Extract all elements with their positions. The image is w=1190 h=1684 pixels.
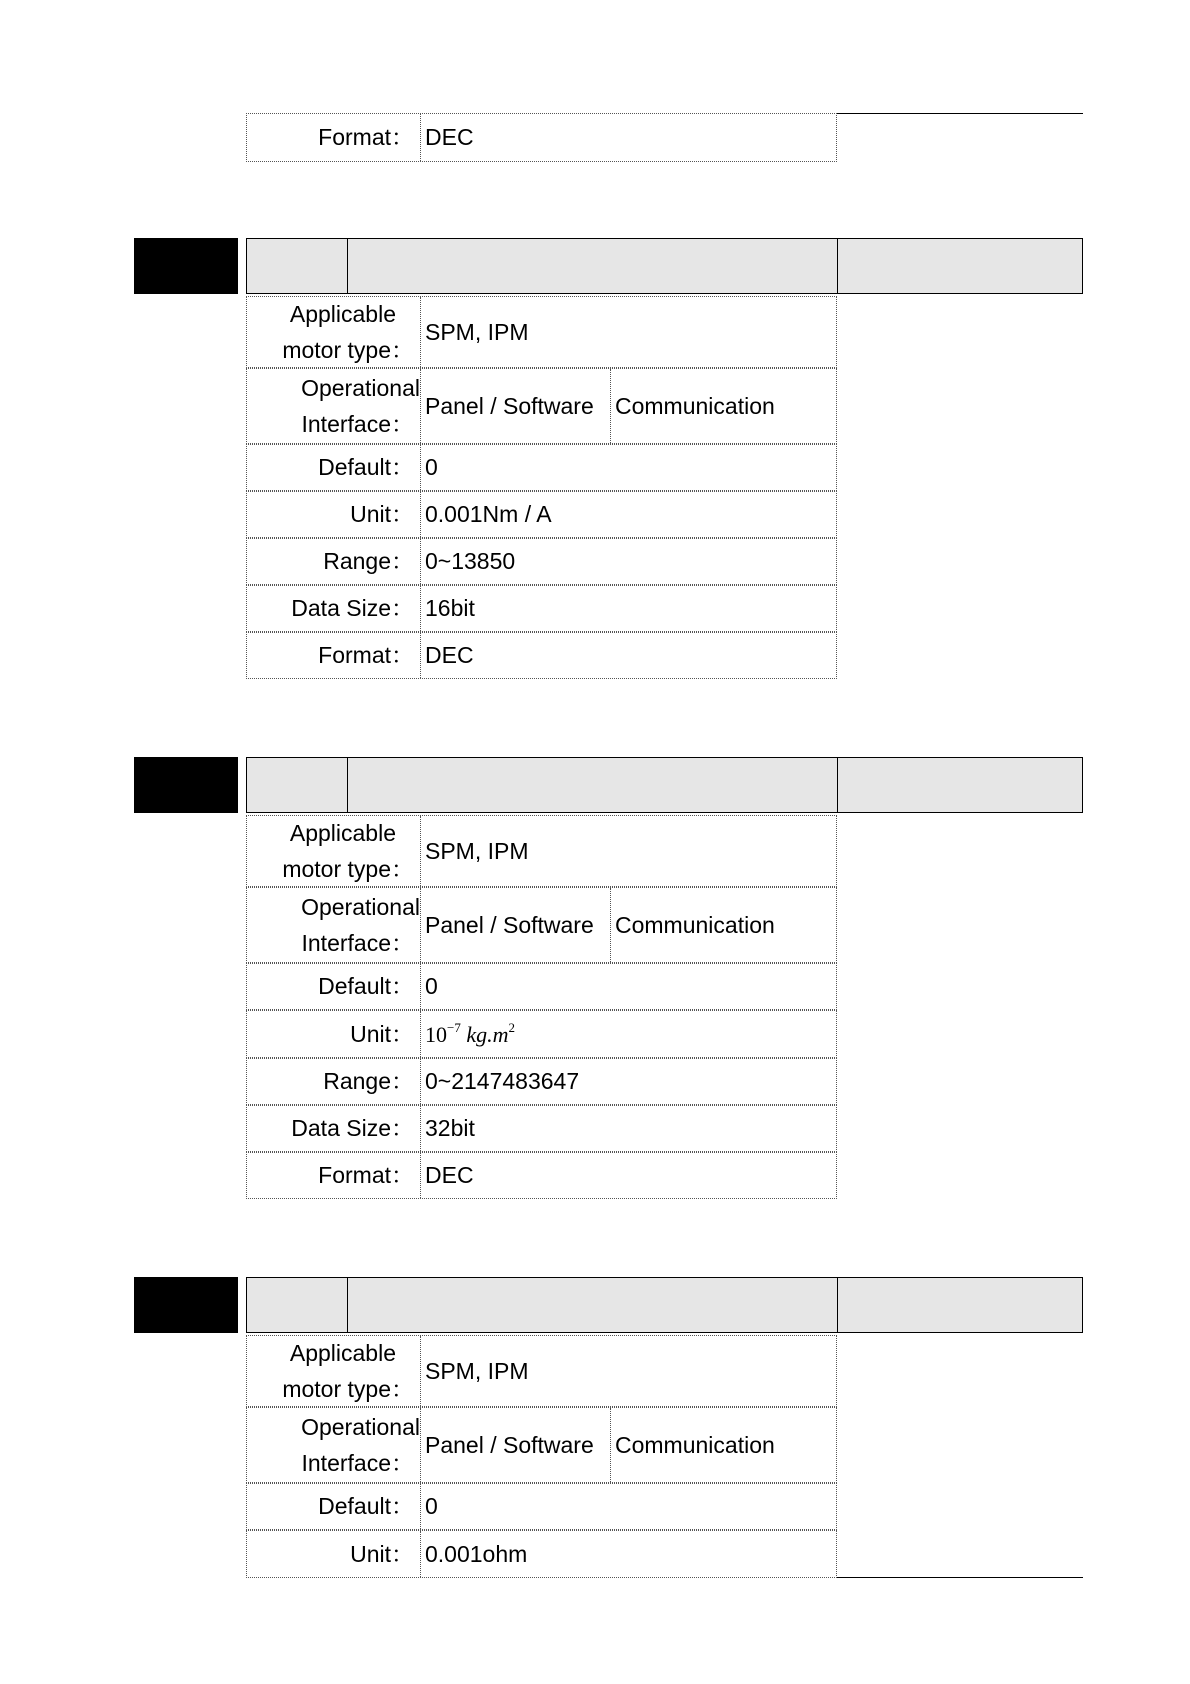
default-row-3 [246,1483,837,1530]
format-label: Format： [247,114,421,161]
interface-row-1 [246,368,837,444]
interface-panel: Panel / Software [425,1408,611,1482]
format-row-1 [246,632,837,679]
unit-row-1 [246,491,837,538]
unit-label: Unit： [247,1531,421,1577]
format-row-top [246,113,837,162]
motor-type-label: Applicable motor type： [247,297,421,367]
range-label: Range： [247,1059,421,1104]
default-row-1 [246,444,837,491]
unit-label: Unit： [247,1011,421,1057]
data-size-row-2 [246,1105,837,1152]
default-value: 0 [425,973,438,999]
range-label: Range： [247,539,421,584]
data-size-row-1 [246,585,837,632]
data-size-value: 16bit [425,595,475,621]
unit-formula: $10^{-7}$ $kg.m^2$ [425,1020,515,1047]
motor-type-label: Applicable motor type： [247,1336,421,1406]
data-size-label: Data Size： [247,586,421,631]
interface-value [425,369,836,443]
top-rule [837,113,1083,114]
interface-value [425,1408,836,1482]
format-value: DEC [425,1162,474,1188]
default-label: Default： [247,964,421,1009]
unit-row-2 [246,1010,837,1058]
motor-type-value: SPM, IPM [425,1357,529,1384]
motor-type-value: SPM, IPM [425,837,529,864]
unit-row-3 [246,1530,837,1578]
unit-value: 0.001Nm / A [425,501,552,527]
interface-label: Operational Interface： [247,1408,421,1482]
interface-value [425,888,836,962]
param-header-1 [246,238,1083,294]
default-row-2 [246,963,837,1010]
data-size-value: 32bit [425,1115,475,1141]
unit-value: 0.001ohm [425,1540,528,1567]
format-label: Format： [247,633,421,678]
format-value: DEC [425,642,474,668]
interface-comm: Communication [615,911,775,938]
param-code-block-3 [134,1277,238,1333]
default-value: 0 [425,454,438,480]
motor-type-row-3 [246,1335,837,1407]
motor-type-row-2 [246,815,837,887]
motor-type-value: SPM, IPM [425,318,529,345]
interface-panel: Panel / Software [425,369,611,443]
motor-type-row-1 [246,296,837,368]
range-value: 0~13850 [425,548,516,574]
default-value: 0 [425,1493,438,1519]
interface-comm: Communication [615,1431,775,1458]
param-code-block-2 [134,757,238,813]
param-header-2 [246,757,1083,813]
param-header-3 [246,1277,1083,1333]
bottom-rule [837,1577,1083,1578]
range-value: 0~2147483647 [425,1068,580,1094]
range-row-1 [246,538,837,585]
default-label: Default： [247,445,421,490]
interface-panel: Panel / Software [425,888,611,962]
interface-row-2 [246,887,837,963]
range-row-2 [246,1058,837,1105]
format-row-2 [246,1152,837,1199]
param-code-block-1 [134,238,238,294]
interface-comm: Communication [615,392,775,419]
format-label: Format： [247,1153,421,1198]
unit-value [425,1011,836,1057]
motor-type-label: Applicable motor type： [247,816,421,886]
unit-label: Unit： [247,492,421,537]
default-label: Default： [247,1484,421,1529]
data-size-label: Data Size： [247,1106,421,1151]
interface-label: Operational Interface： [247,888,421,962]
interface-row-3 [246,1407,837,1483]
interface-label: Operational Interface： [247,369,421,443]
format-value: DEC [425,124,474,150]
